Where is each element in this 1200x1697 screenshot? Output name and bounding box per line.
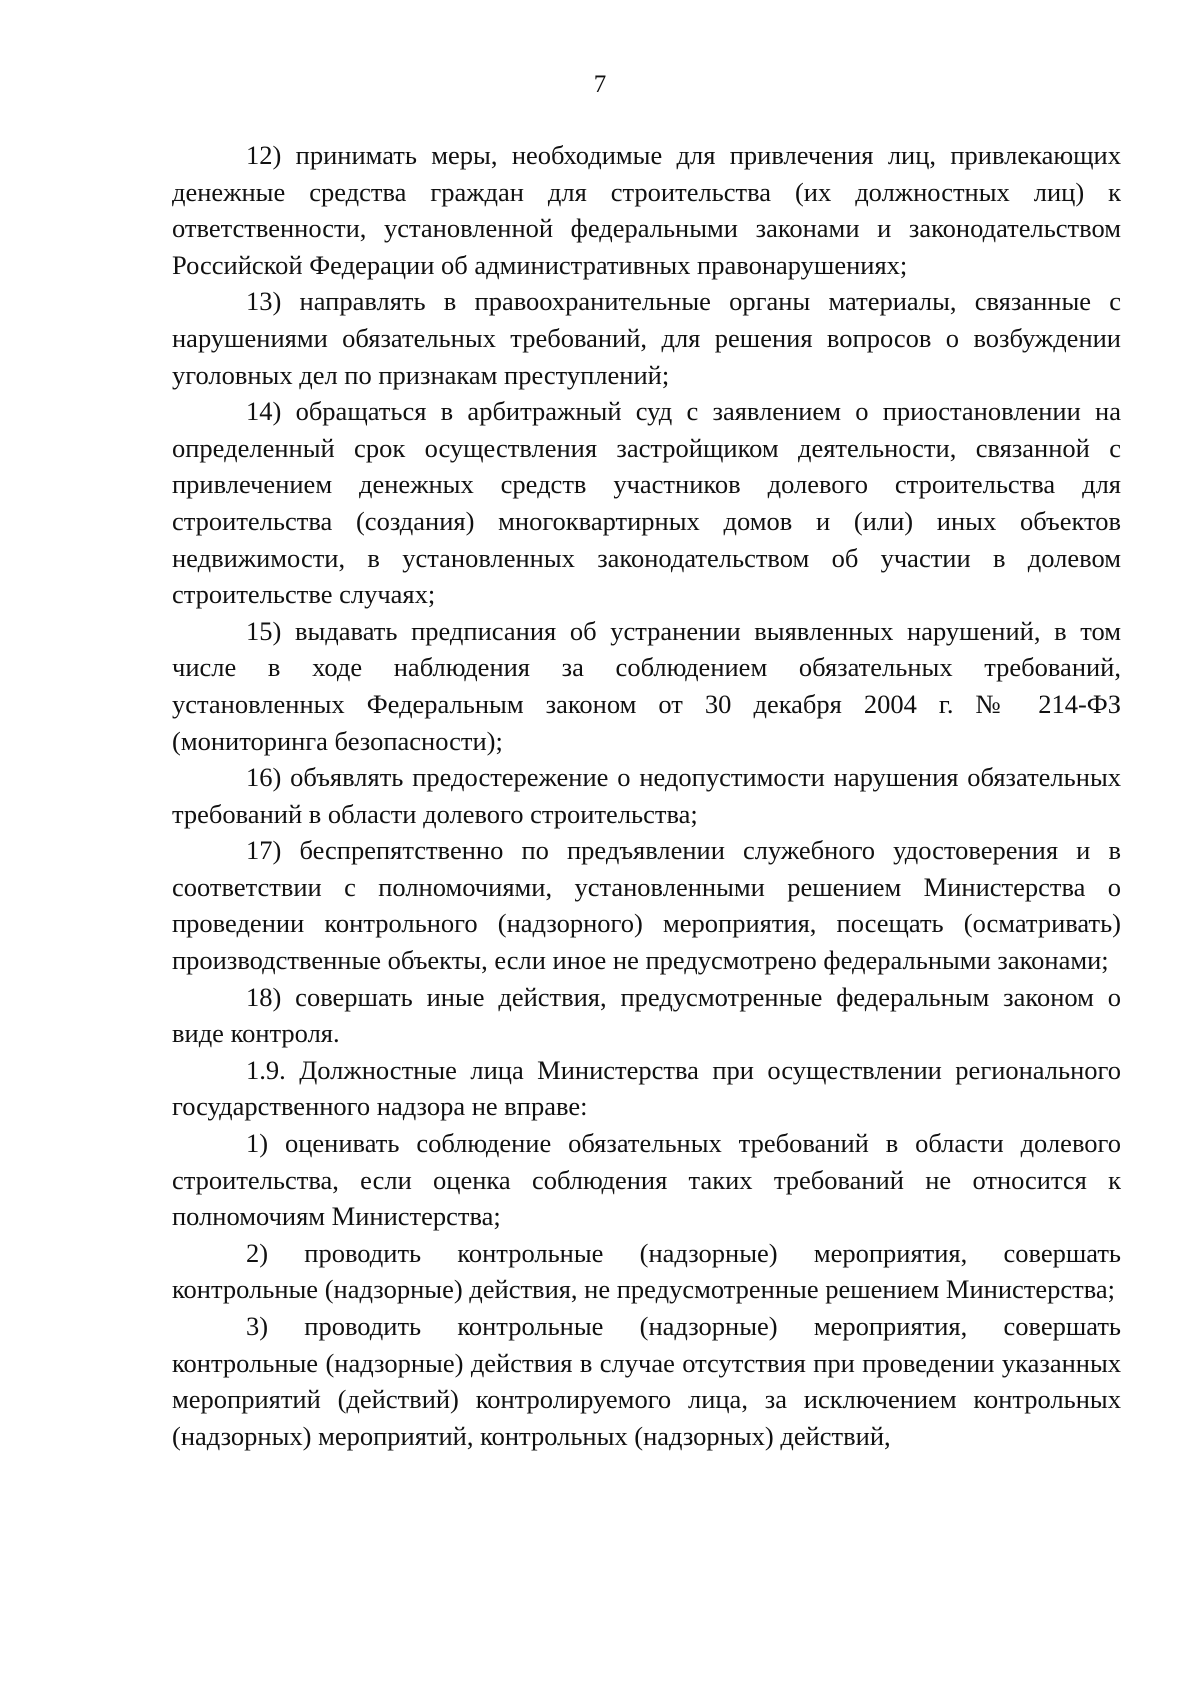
paragraph-item-16: 16) объявлять предостережение о недопустимости нарушения обязательных требований в области долевого строительства; — [172, 762, 1121, 829]
paragraph-item-17: 17) беспрепятственно по предъявлении служебного удостоверения и в соответствии с полномочиями, установленными решением Министерства о проведении контрольного (надзорного) мероприятия, посещать (осматривать) производственные объекты, если иное не предусмотрено федеральными законами; — [172, 835, 1121, 976]
paragraph-item-13: 13) направлять в правоохранительные органы материалы, связанные с нарушениями обязательных требований, для решения вопросов о возбуждении уголовных дел по признакам преступлений; — [172, 286, 1121, 390]
document-body — [172, 137, 1121, 1454]
paragraph-item-12: 12) принимать меры, необходимые для привлечения лиц, привлекающих денежные средства граждан для строительства (их должностных лиц) к ответственности, установленной федеральными законами и законодательством Российской Федерации об административных правонарушениях; — [172, 140, 1121, 280]
paragraph-restriction-2: 2) проводить контрольные (надзорные) мероприятия, совершать контрольные (надзорные) действия, не предусмотренные решением Министерства; — [172, 1237, 1121, 1305]
paragraph-item-15: 15) выдавать предписания об устранении выявленных нарушений, в том числе в ходе наблюдения за соблюдением обязательных требований, установленных Федеральным законом от 30 декабря 2004 г. № 214-ФЗ (мониторинга безопасности); — [172, 615, 1121, 756]
page-number: 7 — [593, 71, 607, 98]
paragraph-restriction-1: 1) оценивать соблюдение обязательных требований в области долевого строительства, если оценка соблюдения таких требований не относится к полномочиям Министерства; — [172, 1128, 1121, 1232]
paragraph-restriction-3: 3) проводить контрольные (надзорные) мероприятия, совершать контрольные (надзорные) действия в случае отсутствия при проведении указанных мероприятий (действий) контролируемого лица, за исключением контрольных (надзорных) мероприятий, контрольных (надзорных) действий, — [172, 1311, 1121, 1451]
paragraph-item-18: 18) совершать иные действия, предусмотренные федеральным законом о виде контроля. — [172, 981, 1121, 1049]
paragraph-section-1-9: 1.9. Должностные лица Министерства при осуществлении регионального государственного надзора не вправе: — [172, 1054, 1121, 1122]
paragraph-item-14: 14) обращаться в арбитражный суд с заявлением о приостановлении на определенный срок осуществления застройщиком деятельности, связанной с привлечением денежных средств участников долевого строительства для строительства (создания) многоквартирных домов и (или) иных объектов недвижимости, в установленных законодательством об участии в долевом строительстве случаях; — [172, 396, 1121, 610]
